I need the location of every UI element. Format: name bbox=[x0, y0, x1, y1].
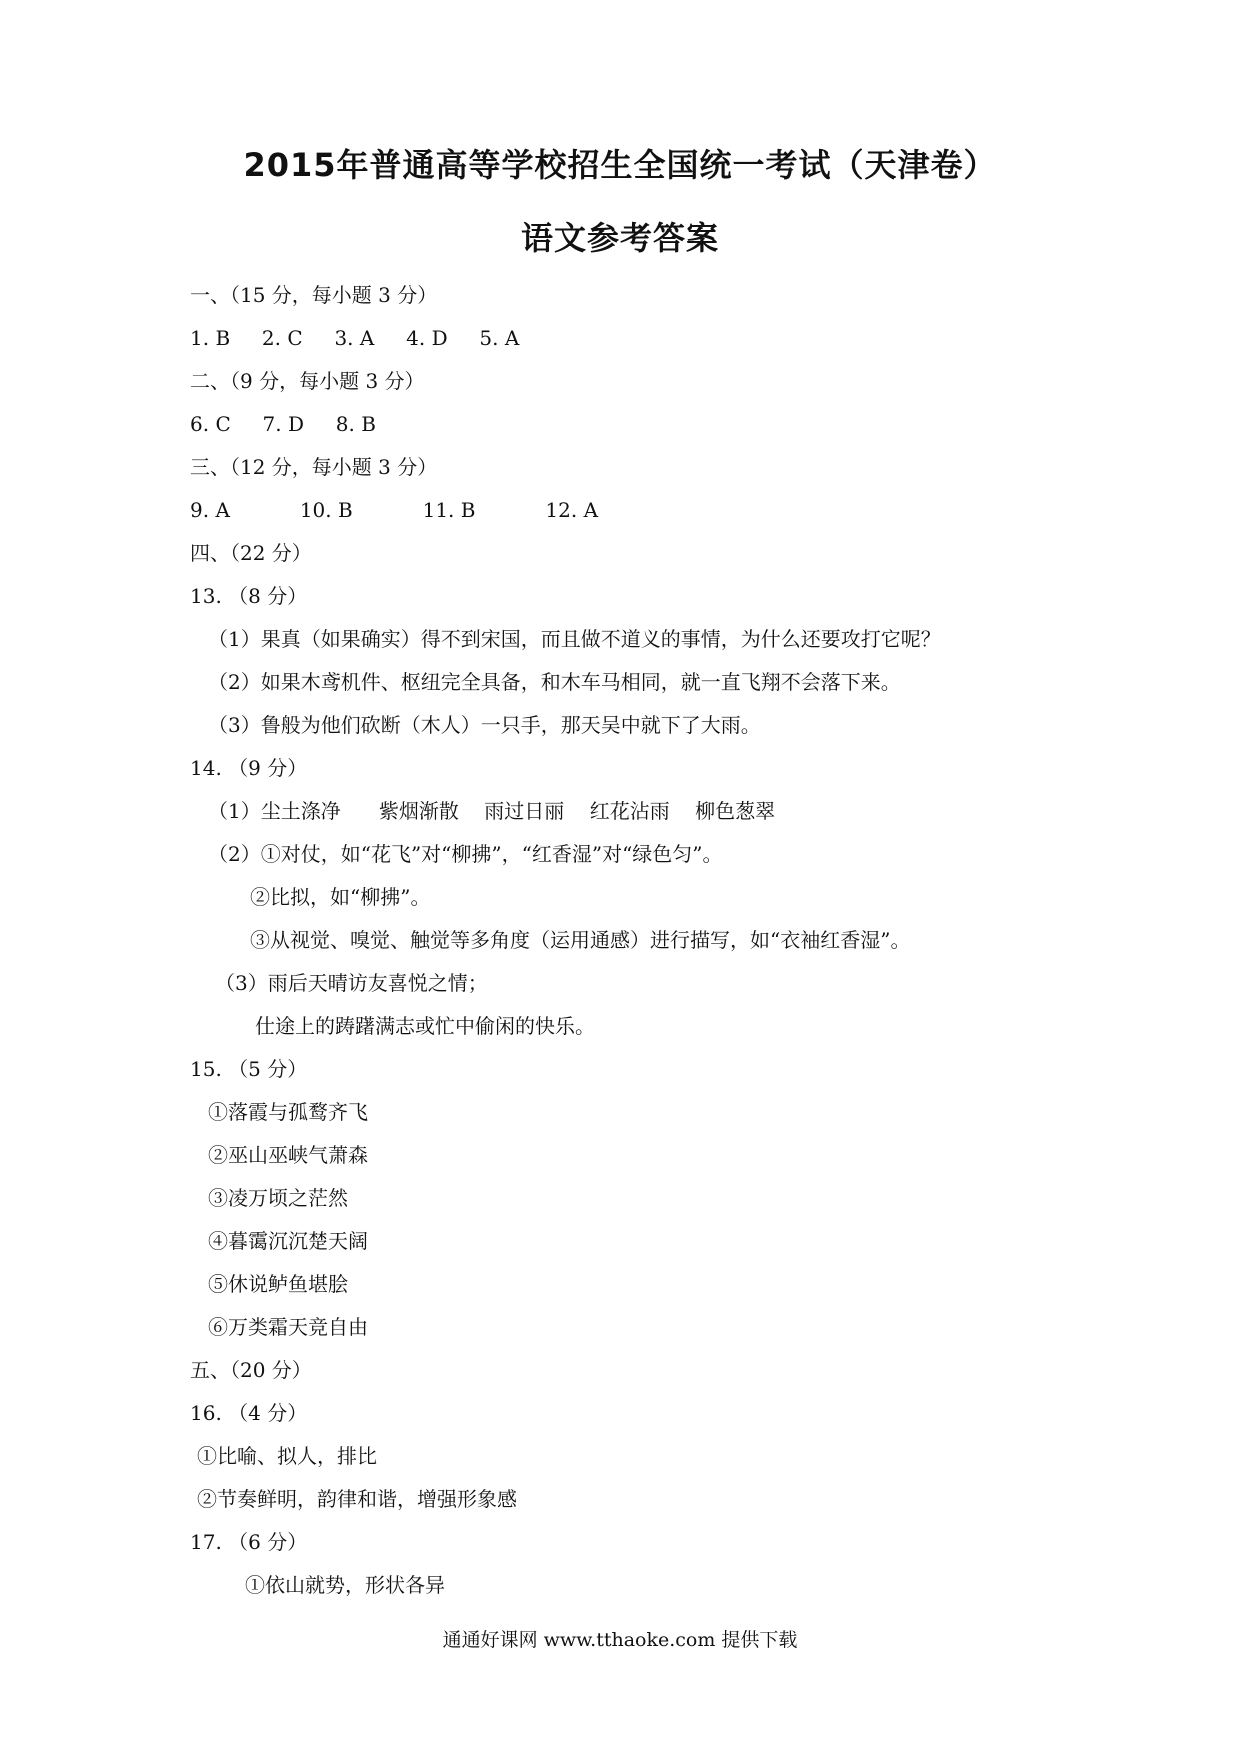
question-15-heading: 15. （5 分） bbox=[190, 1057, 308, 1081]
question-16-heading: 16. （4 分） bbox=[190, 1401, 308, 1425]
q13-answer-3: （3）鲁般为他们砍断（木人）一只手，那天吴中就下了大雨。 bbox=[208, 713, 761, 737]
q15-answer-6: ⑥万类霜天竞自由 bbox=[208, 1315, 368, 1339]
section-4-heading: 四、（22 分） bbox=[190, 541, 312, 565]
answer-row-1-5: 1. B 2. C 3. A 4. D 5. A bbox=[190, 326, 520, 350]
q14-answer-1: （1）尘土涤净 紫烟渐散 雨过日丽 红花沾雨 柳色葱翠 bbox=[208, 799, 776, 823]
answer-row-6-8: 6. C 7. D 8. B bbox=[190, 412, 376, 436]
section-5-heading: 五、（20 分） bbox=[190, 1358, 312, 1382]
q16-answer-1: ①比喻、拟人，排比 bbox=[197, 1444, 377, 1468]
q16-answer-2: ②节奏鲜明，韵律和谐，增强形象感 bbox=[197, 1487, 517, 1511]
section-1-heading: 一、（15 分，每小题 3 分） bbox=[190, 283, 438, 307]
document-subtitle: 语文参考答案 bbox=[520, 219, 719, 257]
q14-answer-3: （3）雨后天晴访友喜悦之情； bbox=[215, 971, 488, 995]
q14-answer-2-point-2: ②比拟，如“柳拂”。 bbox=[250, 885, 431, 909]
section-3-heading: 三、（12 分，每小题 3 分） bbox=[190, 455, 438, 479]
q13-answer-2: （2）如果木鸢机件、枢纽完全具备，和木车马相同，就一直飞翔不会落下来。 bbox=[208, 670, 901, 694]
q13-answer-1: （1）果真（如果确实）得不到宋国，而且做不道义的事情，为什么还要攻打它呢？ bbox=[208, 627, 941, 651]
q14-answer-2-point-3: ③从视觉、嗅觉、触觉等多角度（运用通感）进行描写，如“衣袖红香湿”。 bbox=[250, 928, 911, 952]
question-13-heading: 13. （8 分） bbox=[190, 584, 308, 608]
q15-answer-1: ①落霞与孤鹜齐飞 bbox=[208, 1100, 368, 1124]
q15-answer-4: ④暮霭沉沉楚天阔 bbox=[208, 1229, 368, 1253]
section-2-heading: 二、（9 分，每小题 3 分） bbox=[190, 369, 425, 393]
q15-answer-5: ⑤休说鲈鱼堪脍 bbox=[208, 1272, 348, 1296]
q15-answer-3: ③凌万顷之茫然 bbox=[208, 1186, 348, 1210]
question-14-heading: 14. （9 分） bbox=[190, 756, 308, 780]
q17-answer-1: ①依山就势，形状各异 bbox=[245, 1573, 445, 1597]
q15-answer-2: ②巫山巫峡气萧森 bbox=[208, 1143, 368, 1167]
q14-answer-2: （2）①对仗，如“花飞”对“柳拂”，“红香湿”对“绿色匀”。 bbox=[208, 842, 723, 866]
answer-row-9-12: 9. A 10. B 11. B 12. A bbox=[190, 498, 599, 522]
q14-answer-3-continued: 仕途上的踌躇满志或忙中偷闲的快乐。 bbox=[255, 1014, 595, 1038]
question-17-heading: 17. （6 分） bbox=[190, 1530, 308, 1554]
footer-source: 通通好课网 www.tthaoke.com 提供下载 bbox=[442, 1629, 798, 1651]
document-title: 2015年普通高等学校招生全国统一考试（天津卷） bbox=[243, 146, 997, 184]
